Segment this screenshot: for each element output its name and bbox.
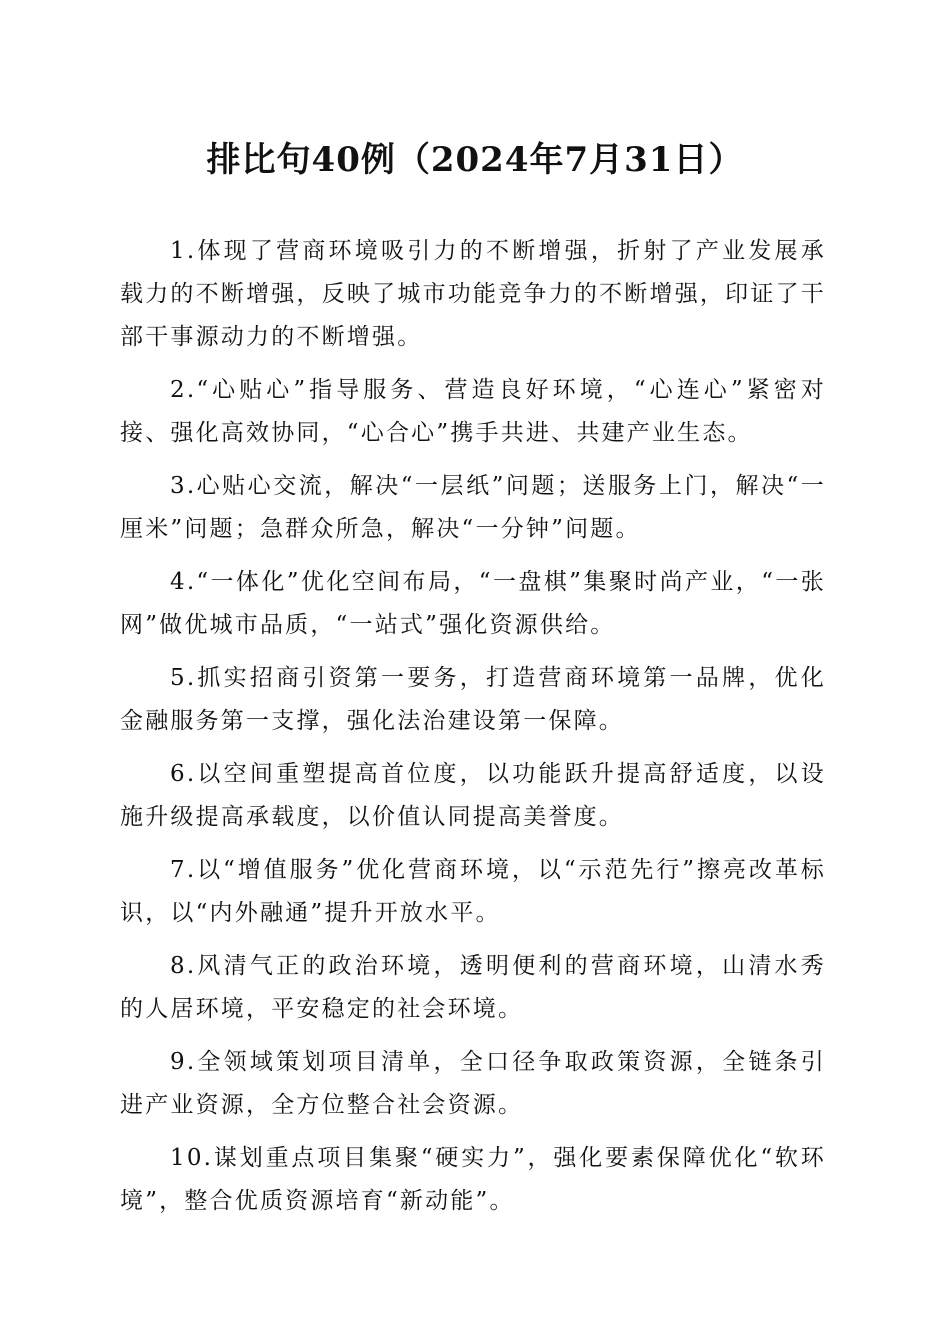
paragraph-6: 6.以空间重塑提高首位度，以功能跃升提高舒适度，以设施升级提高承载度，以价值认同提高美誉度。 [120, 761, 826, 830]
paragraph-4: 4.“一体化”优化空间布局，“一盘棋”集聚时尚产业，“一张网”做优城市品质，“一站式”强化资源供给。 [120, 569, 826, 638]
paragraph-7: 7.以“增值服务”优化营商环境，以“示范先行”擦亮改革标识，以“内外融通”提升开放水平。 [120, 857, 826, 926]
paragraph-2: 2.“心贴心”指导服务、营造良好环境，“心连心”紧密对接、强化高效协同，“心合心”携手共进、共建产业生态。 [120, 377, 826, 446]
paragraph-3: 3.心贴心交流，解决“一层纸”问题；送服务上门，解决“一厘米”问题；急群众所急，解决“一分钟”问题。 [120, 473, 826, 542]
paragraph-5: 5.抓实招商引资第一要务，打造营商环境第一品牌，优化金融服务第一支撑，强化法治建设第一保障。 [120, 665, 826, 734]
paragraph-1: 1.体现了营商环境吸引力的不断增强，折射了产业发展承载力的不断增强，反映了城市功能竞争力的不断增强，印证了干部干事源动力的不断增强。 [120, 238, 826, 350]
document-body [120, 230, 826, 1233]
paragraph-8: 8.风清气正的政治环境，透明便利的营商环境，山清水秀的人居环境，平安稳定的社会环境。 [120, 953, 826, 1022]
paragraph-9: 9.全领域策划项目清单，全口径争取政策资源，全链条引进产业资源，全方位整合社会资源。 [120, 1049, 826, 1118]
paragraph-10: 10.谋划重点项目集聚“硬实力”，强化要素保障优化“软环境”，整合优质资源培育“新动能”。 [120, 1145, 826, 1214]
document-title: 排比句40例（2024年7月31日） [206, 140, 744, 180]
